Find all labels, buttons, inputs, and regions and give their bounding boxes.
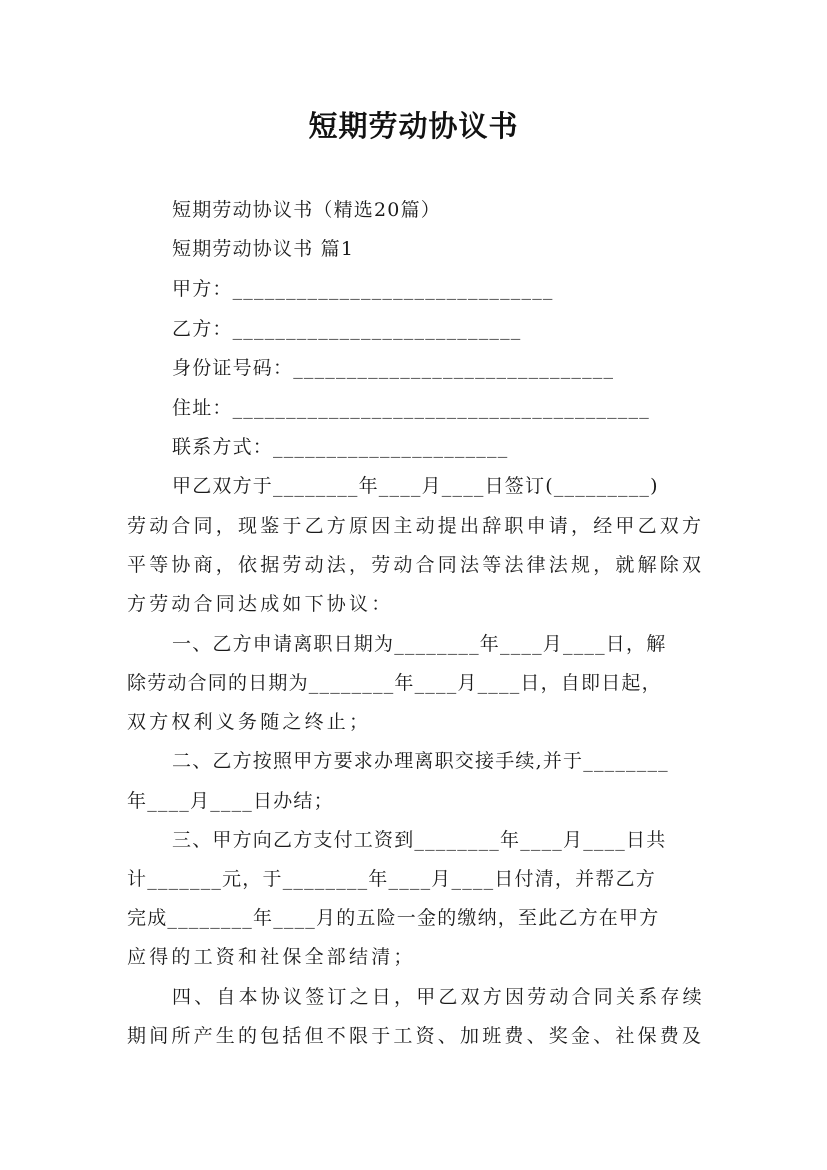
paragraph-line: 甲乙双方于________年____月____日签订(_________)	[172, 475, 659, 497]
clause-three-line: 完成________年____月的五险一金的缴纳，至此乙方在甲方	[127, 907, 660, 929]
clause-one-line: 双方权利义务随之终止；	[127, 711, 372, 733]
clause-three-line: 应得的工资和社保全部结清；	[127, 946, 416, 968]
clause-two-line: 二、乙方按照甲方要求办理离职交接手续,并于________	[172, 750, 669, 772]
clause-one-line: 除劳动合同的日期为________年____月____日，自即日起，	[127, 672, 662, 694]
address-field: 住址：_______________________________________	[172, 397, 650, 419]
contact-field: 联系方式：______________________	[172, 436, 509, 458]
paragraph-line: 方劳动合同达成如下协议：	[127, 593, 394, 615]
clause-three-line: 计_______元，于________年____月____日付清，并帮乙方	[127, 868, 656, 890]
id-number-field: 身份证号码：______________________________	[172, 357, 615, 379]
party-a-field: 甲方：______________________________	[172, 278, 554, 300]
paragraph-line: 平等协商，依据劳动法，劳动合同法等法律法规，就解除双	[127, 554, 705, 576]
clause-four-line: 期间所产生的包括但不限于工资、加班费、奖金、社保费及	[127, 1025, 705, 1047]
clause-one-line: 一、乙方申请离职日期为________年____月____日，解	[172, 633, 667, 655]
subtitle-line: 短期劳动协议书（精选20篇）	[172, 199, 441, 221]
party-b-field: 乙方：___________________________	[172, 318, 522, 340]
clause-four-line: 四、自本协议签订之日，甲乙双方因劳动合同关系存续	[172, 986, 705, 1008]
clause-three-line: 三、甲方向乙方支付工资到________年____月____日共	[172, 829, 667, 851]
document-title: 短期劳动协议书	[308, 109, 519, 143]
clause-two-line: 年____月____日办结；	[127, 790, 334, 812]
paragraph-line: 劳动合同，现鉴于乙方原因主动提出辞职申请，经甲乙双方	[127, 515, 705, 537]
section-heading: 短期劳动协议书 篇1	[172, 238, 355, 260]
